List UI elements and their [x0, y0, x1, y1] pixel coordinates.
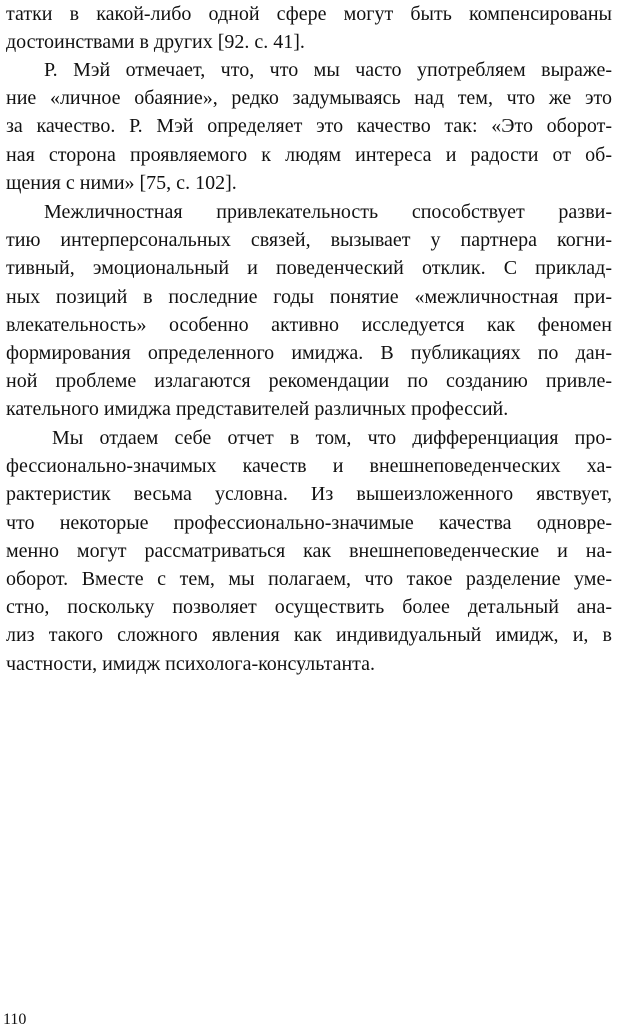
text-line: тию интерперсональных связей, вызывает у партнера когни-	[6, 229, 612, 252]
text-line: стно, поскольку позволяет осуществить более детальный ана-	[6, 596, 612, 619]
text-line: тивный, эмоциональный и поведенческий отклик. С приклад-	[6, 257, 612, 280]
text-line: фессионально-значимых качеств и внешнеповеденческих ха-	[6, 455, 612, 478]
text-line: ных позиций в последние годы понятие «межличностная при-	[6, 285, 612, 308]
text-line: татки в какой-либо одной сфере могут быть компенсированы	[6, 3, 612, 25]
text-line: влекательность» особенно активно исследуется как феномен	[6, 313, 612, 336]
text-line: Мы отдаем себе отчет в том, что дифференциация про-	[52, 427, 612, 449]
text-line: оборот. Вместе с тем, мы полагаем, что такое разделение уме-	[6, 567, 612, 590]
text-line: рактеристик весьма условна. Из вышеизложенного явствует,	[6, 483, 612, 506]
text-line: достоинствами в других [92. с. 41].	[6, 31, 305, 54]
text-line: формирования определенного имиджа. В публикациях по дан-	[6, 341, 612, 364]
text-line: щения с ними» [75, с. 102].	[6, 171, 237, 194]
paragraph-may-charm	[6, 56, 612, 197]
text-line: кательного имиджа представителей различных профессий.	[6, 398, 509, 421]
text-line: частности, имидж психолога-консультанта.	[6, 652, 376, 675]
text-line: ной проблеме излагаются рекомендации по созданию привле-	[6, 370, 612, 393]
paragraph-attractiveness	[6, 198, 612, 424]
text-line: ная сторона проявляемого к людям интереса и радости от об-	[6, 143, 612, 166]
paragraph-continuation	[6, 0, 612, 56]
paragraph-differentiation	[6, 424, 612, 678]
text-line: менно могут рассматриваться как внешнеповеденческие и на-	[6, 539, 612, 562]
text-line: Р. Мэй отмечает, что, что мы часто употребляем выраже-	[44, 59, 612, 81]
text-line: Межличностная привлекательность способствует разви-	[44, 201, 612, 223]
text-line: что некоторые профессионально-значимые качества одновре-	[6, 511, 612, 534]
text-line: лиз такого сложного явления как индивидуальный имидж, и, в	[6, 624, 612, 647]
text-line: ние «личное обаяние», редко задумываясь над тем, что же это	[6, 87, 612, 110]
text-line: за качество. Р. Мэй определяет это качество так: «Это оборот-	[6, 115, 612, 138]
page-number: 110	[3, 1011, 27, 1028]
